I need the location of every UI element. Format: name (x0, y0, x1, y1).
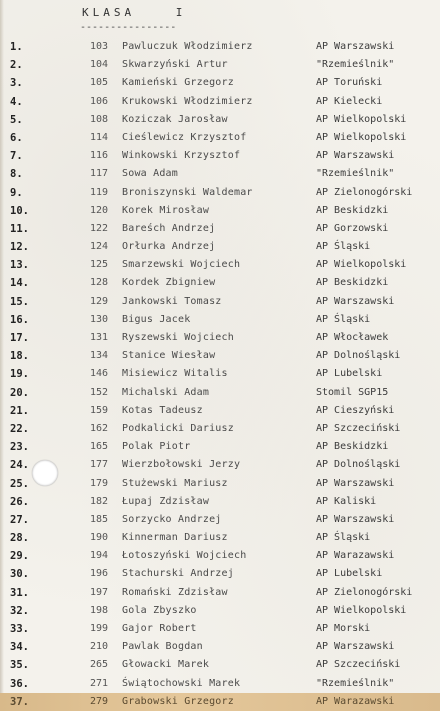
club-name: AP Lubelski (316, 568, 383, 580)
club-name: "Rzemieślnik" (316, 59, 395, 71)
row-number: 24. (10, 459, 29, 472)
participant-name: Cieślewicz Krzysztof (122, 131, 247, 143)
row-number: 6. (10, 131, 23, 144)
list-item (0, 511, 440, 529)
punch-hole (32, 460, 58, 486)
participants-list (0, 38, 440, 711)
club-name: AP Wielkopolski (316, 113, 407, 125)
participant-name: Pawluczuk Włodzimierz (122, 41, 253, 52)
club-name: AP Gorzowski (316, 222, 389, 234)
row-number: 21. (10, 404, 29, 417)
participant-name: Podkalicki Dariusz (122, 422, 234, 434)
participant-name: Korek Mirosław (122, 204, 210, 216)
start-code: 198 (89, 604, 108, 616)
club-name: AP Wielkopolski (316, 604, 407, 616)
club-name: AP Kaliski (316, 495, 377, 507)
row-number: 10. (10, 204, 29, 217)
row-number: 18. (10, 350, 29, 363)
row-number: 17. (10, 332, 29, 344)
row-number: 16. (10, 313, 29, 326)
list-item (0, 220, 440, 238)
club-name: AP Warszawski (316, 477, 395, 489)
club-name: AP Warszawski (316, 150, 395, 162)
participant-name: Pawlak Bogdan (122, 641, 203, 653)
row-number: 25. (10, 477, 29, 490)
participant-name: Głowacki Marek (122, 659, 210, 671)
start-code: 129 (89, 295, 108, 307)
start-code: 106 (89, 95, 108, 107)
participant-name: Orłurka Andrzej (122, 241, 216, 253)
club-name: AP Śląski (316, 313, 371, 325)
club-name: AP Beskidzki (316, 204, 389, 216)
list-item (0, 693, 440, 711)
participant-name: Bigus Jacek (122, 313, 191, 325)
list-item (0, 529, 440, 547)
participant-name: Michalski Adam (122, 386, 210, 398)
participant-name: Stanice Wiesław (122, 350, 216, 362)
list-item (0, 420, 440, 438)
start-code: 279 (89, 695, 108, 707)
start-code: 265 (89, 659, 108, 671)
participant-name: Krukowski Włodzimierz (122, 95, 253, 107)
club-name: AP Zielonogórski (316, 186, 413, 198)
class-header (82, 6, 282, 19)
participant-name: Sowa Adam (122, 168, 178, 180)
list-item (0, 565, 440, 583)
start-code: 125 (89, 259, 108, 271)
row-number: 26. (10, 495, 29, 508)
row-number: 34. (10, 641, 29, 654)
list-item (0, 293, 440, 311)
row-number: 27. (10, 513, 29, 526)
row-number: 22. (10, 422, 29, 435)
club-name: AP Beskidzki (316, 441, 389, 453)
row-number: 33. (10, 623, 29, 635)
list-item (0, 329, 440, 347)
header-underline: ---------------- (80, 22, 177, 33)
list-item (0, 74, 440, 92)
start-code: 179 (89, 477, 108, 489)
participant-name: Jankowski Tomasz (122, 295, 222, 307)
start-code: 108 (89, 113, 108, 125)
participant-name: Świątochowski Marek (122, 677, 241, 689)
start-code: 119 (89, 186, 108, 198)
row-number: 8. (10, 168, 23, 181)
club-name: AP Zielonogórski (316, 586, 413, 598)
participant-name: Broniszynski Waldemar (122, 186, 253, 198)
list-item (0, 475, 440, 493)
list-item (0, 311, 440, 329)
start-code: 117 (89, 168, 108, 180)
participant-name: Skwarzyński Artur (122, 59, 228, 71)
row-number: 13. (10, 259, 29, 272)
participant-name: Smarzewski Wojciech (122, 259, 241, 271)
club-name: AP Szczeciński (316, 422, 401, 434)
row-number: 20. (10, 386, 29, 399)
club-name: AP Warazawski (316, 695, 395, 707)
club-name: "Rzemieślnik" (316, 677, 395, 689)
start-code: 152 (89, 386, 108, 398)
participant-name: Bareśch Andrzej (122, 222, 216, 234)
row-number: 35. (10, 659, 29, 672)
club-name: AP Warszawski (316, 513, 395, 525)
row-number: 1. (10, 41, 23, 53)
participant-name: Wierzbołowski Jerzy (122, 459, 241, 471)
row-number: 9. (10, 186, 23, 199)
list-item (0, 620, 440, 638)
club-name: "Rzemieślnik" (316, 168, 395, 180)
club-name: AP Włocławek (316, 332, 389, 343)
club-name: Stomil SGP15 (316, 386, 389, 398)
participant-name: Polak Piotr (122, 441, 191, 453)
club-name: AP Warszawski (316, 641, 395, 653)
participant-name: Kotas Tadeusz (122, 404, 203, 416)
list-item (0, 256, 440, 274)
list-item (0, 129, 440, 147)
participant-name: Sorzycko Andrzej (122, 513, 222, 525)
participant-name: Koziczak Jarosław (122, 113, 228, 125)
start-code: 130 (89, 313, 108, 325)
class-title: KLASA (82, 6, 136, 19)
start-code: 146 (89, 368, 108, 380)
start-code: 120 (89, 204, 108, 216)
list-item (0, 274, 440, 292)
list-item (0, 56, 440, 74)
row-number: 15. (10, 295, 29, 308)
start-code: 165 (89, 441, 108, 453)
start-code: 182 (89, 495, 108, 507)
row-number: 31. (10, 586, 29, 599)
list-item (0, 238, 440, 256)
start-code: 105 (89, 77, 108, 89)
start-code: 122 (89, 222, 108, 234)
list-item (0, 93, 440, 111)
participant-name: Romański Zdzisław (122, 586, 228, 598)
club-name: AP Warszawski (316, 295, 395, 307)
start-code: 124 (89, 241, 108, 253)
start-code: 194 (89, 550, 108, 562)
club-name: AP Warazawski (316, 550, 395, 562)
start-code: 103 (89, 41, 108, 52)
participant-name: Łotoszyński Wojciech (122, 550, 247, 562)
start-code: 190 (89, 532, 108, 544)
participant-name: Kinnerman Dariusz (122, 532, 228, 544)
club-name: AP Warszawski (316, 41, 395, 52)
start-code: 159 (89, 404, 108, 416)
start-code: 131 (89, 332, 108, 343)
club-name: AP Szczeciński (316, 659, 401, 671)
participant-name: Kamieński Grzegorz (122, 77, 234, 89)
club-name: AP Wielkopolski (316, 259, 407, 271)
participant-name: Gola Zbyszko (122, 604, 197, 616)
start-code: 185 (89, 513, 108, 525)
club-name: AP Cieszyński (316, 404, 395, 416)
start-code: 177 (89, 459, 108, 471)
start-code: 116 (89, 150, 108, 162)
club-name: AP Śląski (316, 241, 371, 253)
list-item (0, 38, 440, 56)
club-name: AP Dolnośląski (316, 459, 401, 471)
row-number: 23. (10, 441, 29, 454)
start-code: 196 (89, 568, 108, 580)
list-item (0, 547, 440, 565)
start-code: 162 (89, 422, 108, 434)
list-item (0, 602, 440, 620)
row-number: 30. (10, 568, 29, 581)
start-code: 199 (89, 623, 108, 634)
start-code: 104 (89, 59, 108, 71)
list-item (0, 202, 440, 220)
participant-name: Ryszewski Wojciech (122, 332, 234, 343)
participant-name: Grabowski Grzegorz (122, 695, 234, 707)
participant-name: Misiewicz Witalis (122, 368, 228, 380)
club-name: AP Dolnośląski (316, 350, 401, 362)
list-item (0, 438, 440, 456)
list-item (0, 456, 440, 474)
row-number: 37. (10, 695, 29, 708)
start-code: 271 (89, 677, 108, 689)
row-number: 11. (10, 222, 29, 235)
row-number: 28. (10, 532, 29, 545)
list-item (0, 347, 440, 365)
row-number: 3. (10, 77, 23, 90)
class-number: I (175, 6, 183, 19)
row-number: 29. (10, 550, 29, 563)
row-number: 2. (10, 59, 23, 72)
list-item (0, 493, 440, 511)
list-item (0, 165, 440, 183)
row-number: 5. (10, 113, 23, 126)
list-item (0, 584, 440, 602)
row-number: 4. (10, 95, 23, 108)
list-item (0, 675, 440, 693)
club-name: AP Beskidzki (316, 277, 389, 289)
start-code: 210 (89, 641, 108, 653)
list-item (0, 147, 440, 165)
club-name: AP Wielkopolski (316, 131, 407, 143)
participant-name: Stachurski Andrzej (122, 568, 234, 580)
row-number: 14. (10, 277, 29, 290)
row-number: 12. (10, 241, 29, 254)
club-name: AP Kielecki (316, 95, 383, 107)
club-name: AP Lubelski (316, 368, 383, 380)
participant-name: Łupaj Zdzisław (122, 495, 210, 507)
start-code: 197 (89, 586, 108, 598)
list-item (0, 111, 440, 129)
list-item (0, 638, 440, 656)
club-name: AP Śląski (316, 532, 371, 544)
row-number: 32. (10, 604, 29, 617)
list-item (0, 184, 440, 202)
participant-name: Winkowski Krzysztof (122, 150, 241, 162)
club-name: AP Toruński (316, 77, 383, 89)
participant-name: Gajor Robert (122, 623, 197, 634)
row-number: 19. (10, 368, 29, 381)
row-number: 36. (10, 677, 29, 690)
list-item (0, 384, 440, 402)
participant-name: Stużewski Mariusz (122, 477, 228, 489)
row-number: 7. (10, 150, 23, 163)
start-code: 128 (89, 277, 108, 289)
start-code: 134 (89, 350, 108, 362)
list-item (0, 365, 440, 383)
start-code: 114 (89, 131, 108, 143)
participant-name: Kordek Zbigniew (122, 277, 216, 289)
list-item (0, 656, 440, 674)
club-name: AP Morski (316, 623, 371, 634)
list-item (0, 402, 440, 420)
